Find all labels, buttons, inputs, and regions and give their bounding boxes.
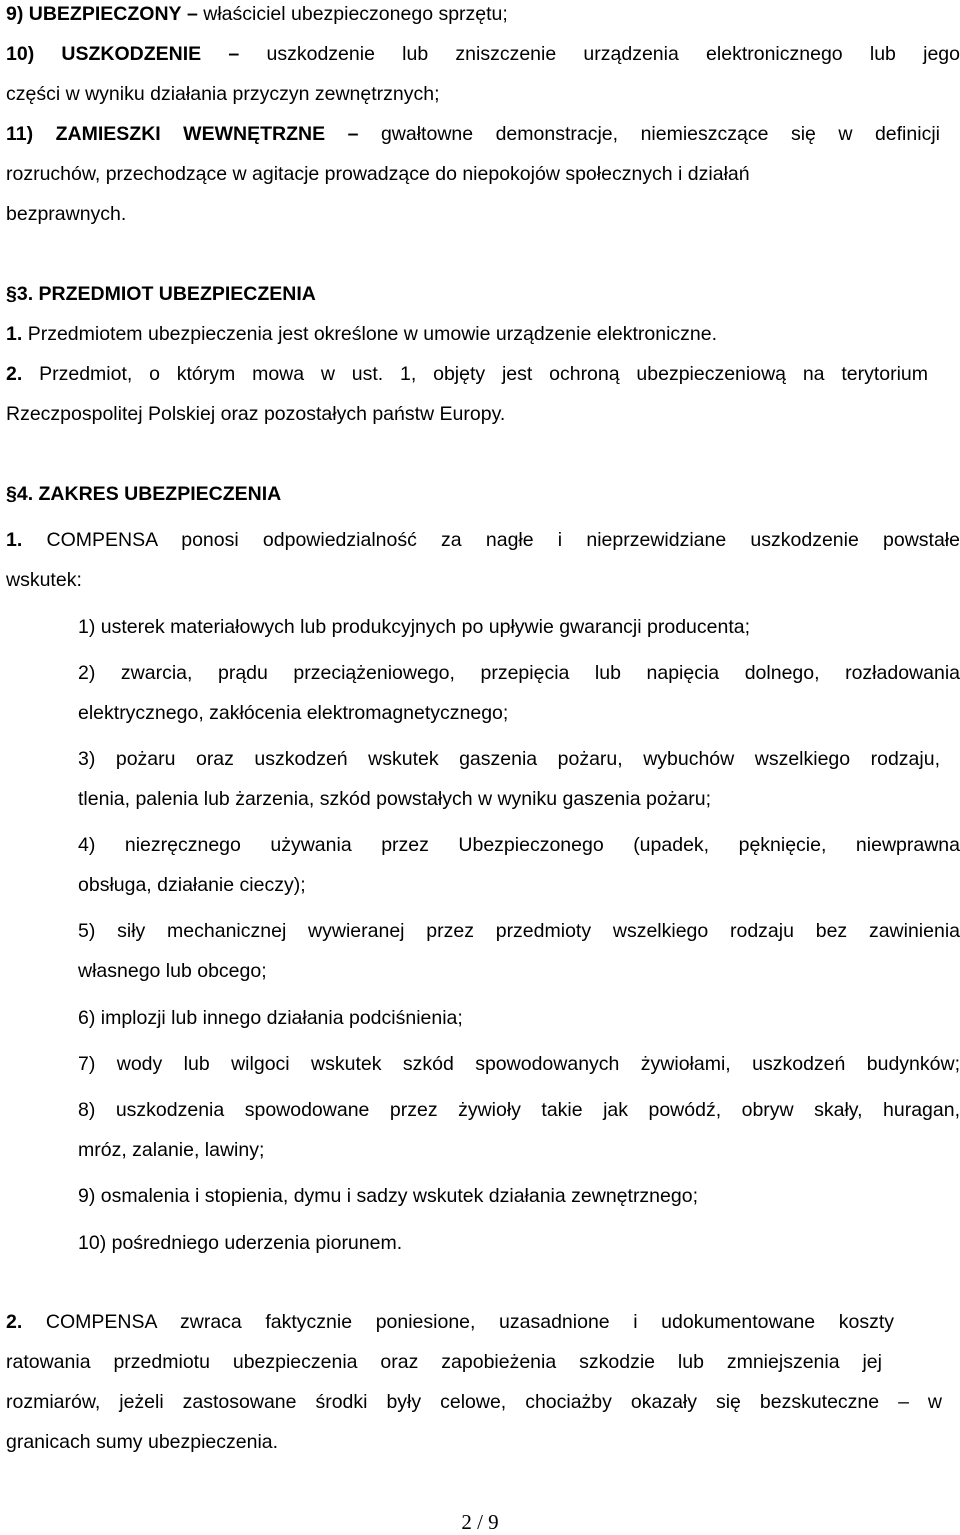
- section-4-paragraph-2-cont: rozmiarów, jeżeli zastosowane środki były celowe, chociażby okazały się bezskuteczne – w: [6, 1391, 942, 1413]
- section-4-paragraph-2: [6, 1310, 894, 1334]
- definition-11-cont: bezprawnych.: [6, 203, 127, 225]
- list-item-cont: tlenia, palenia lub żarzenia, szkód powstałych w wyniku gaszenia pożaru;: [78, 788, 712, 810]
- list-item: 5) siły mechanicznej wywieranej przez przedmioty wszelkiego rodzaju bez zawinienia: [78, 920, 960, 942]
- section-3-paragraph-2: [6, 362, 928, 386]
- definition-10-cont: części w wyniku działania przyczyn zewnętrznych;: [6, 83, 440, 105]
- list-item-cont: obsługa, działanie cieczy);: [78, 874, 306, 896]
- list-item: 3) pożaru oraz uszkodzeń wskutek gaszenia pożaru, wybuchów wszelkiego rodzaju,: [78, 748, 940, 770]
- list-item: 2) zwarcia, prądu przeciążeniowego, przepięcia lub napięcia dolnego, rozładowania: [78, 662, 960, 684]
- section-3-paragraph-1: [6, 322, 717, 346]
- definition-10: [6, 42, 960, 66]
- section-4-heading: §4. ZAKRES UBEZPIECZENIA: [6, 483, 282, 505]
- definition-term: ZAMIESZKI WEWNĘTRZNE: [55, 123, 326, 145]
- definition-dash: –: [186, 3, 198, 25]
- section-4-paragraph-1: [6, 528, 960, 552]
- paragraph-number: 1.: [6, 529, 23, 551]
- paragraph-text: COMPENSA ponosi odpowiedzialność za nagłe i nieprzewidziane uszkodzenie powstałe: [46, 529, 960, 551]
- list-item-cont: mróz, zalanie, lawiny;: [78, 1139, 265, 1161]
- paragraph-number: 1.: [6, 323, 23, 345]
- definition-9: [6, 2, 508, 26]
- list-item: 4) niezręcznego używania przez Ubezpieczonego (upadek, pęknięcie, niewprawna: [78, 834, 960, 856]
- list-item: 8) uszkodzenia spowodowane przez żywioły takie jak powódź, obryw skały, huragan,: [78, 1099, 960, 1121]
- list-item-cont: elektrycznego, zakłócenia elektromagnetycznego;: [78, 702, 509, 724]
- definition-11-cont: rozruchów, przechodzące w agitacje prowadzące do niepokojów społecznych i działań: [6, 163, 750, 185]
- paragraph-text: COMPENSA zwraca faktycznie poniesione, uzasadnione i udokumentowane koszty: [45, 1311, 894, 1333]
- list-item: 10) pośredniego uderzenia piorunem.: [78, 1232, 403, 1254]
- section-4-paragraph-2-cont: granicach sumy ubezpieczenia.: [6, 1431, 279, 1453]
- paragraph-number: 2.: [6, 1311, 23, 1333]
- list-item: 7) wody lub wilgoci wskutek szkód spowodowanych żywiołami, uszkodzeń budynków;: [78, 1053, 960, 1075]
- list-item: 1) usterek materiałowych lub produkcyjnych po upływie gwarancji producenta;: [78, 616, 751, 638]
- page-number: 2 / 9: [461, 1510, 499, 1534]
- paragraph-text: Przedmiot, o którym mowa w ust. 1, objęty jest ochroną ubezpieczeniową na terytorium: [39, 363, 929, 385]
- section-3-paragraph-2-cont: Rzeczpospolitej Polskiej oraz pozostałych państw Europy.: [6, 403, 506, 425]
- definition-11: [6, 122, 940, 146]
- definition-text: właściciel ubezpieczonego sprzętu;: [203, 3, 508, 25]
- paragraph-number: 2.: [6, 363, 23, 385]
- section-4-paragraph-1-cont: wskutek:: [6, 569, 82, 591]
- paragraph-text: Przedmiotem ubezpieczenia jest określone w umowie urządzenie elektroniczne.: [27, 323, 718, 345]
- definition-dash: –: [347, 123, 359, 145]
- definition-number: 9): [6, 3, 24, 25]
- definition-dash: –: [228, 43, 240, 65]
- list-item: 6) implozji lub innego działania podciśnienia;: [78, 1007, 463, 1029]
- definition-term: USZKODZENIE: [61, 43, 202, 65]
- definition-number: 10): [6, 43, 35, 65]
- section-3-heading: §3. PRZEDMIOT UBEZPIECZENIA: [6, 283, 316, 305]
- definition-text: gwałtowne demonstracje, niemieszczące się w definicji: [380, 123, 940, 145]
- section-4-paragraph-2-cont: ratowania przedmiotu ubezpieczenia oraz zapobieżenia szkodzie lub zmniejszenia jej: [6, 1351, 882, 1373]
- definition-text: uszkodzenie lub zniszczenie urządzenia elektronicznego lub jego: [266, 43, 960, 65]
- list-item-cont: własnego lub obcego;: [78, 960, 267, 982]
- list-item: 9) osmalenia i stopienia, dymu i sadzy wskutek działania zewnętrznego;: [78, 1185, 698, 1207]
- definition-term: UBEZPIECZONY: [28, 3, 182, 25]
- definition-number: 11): [6, 123, 34, 145]
